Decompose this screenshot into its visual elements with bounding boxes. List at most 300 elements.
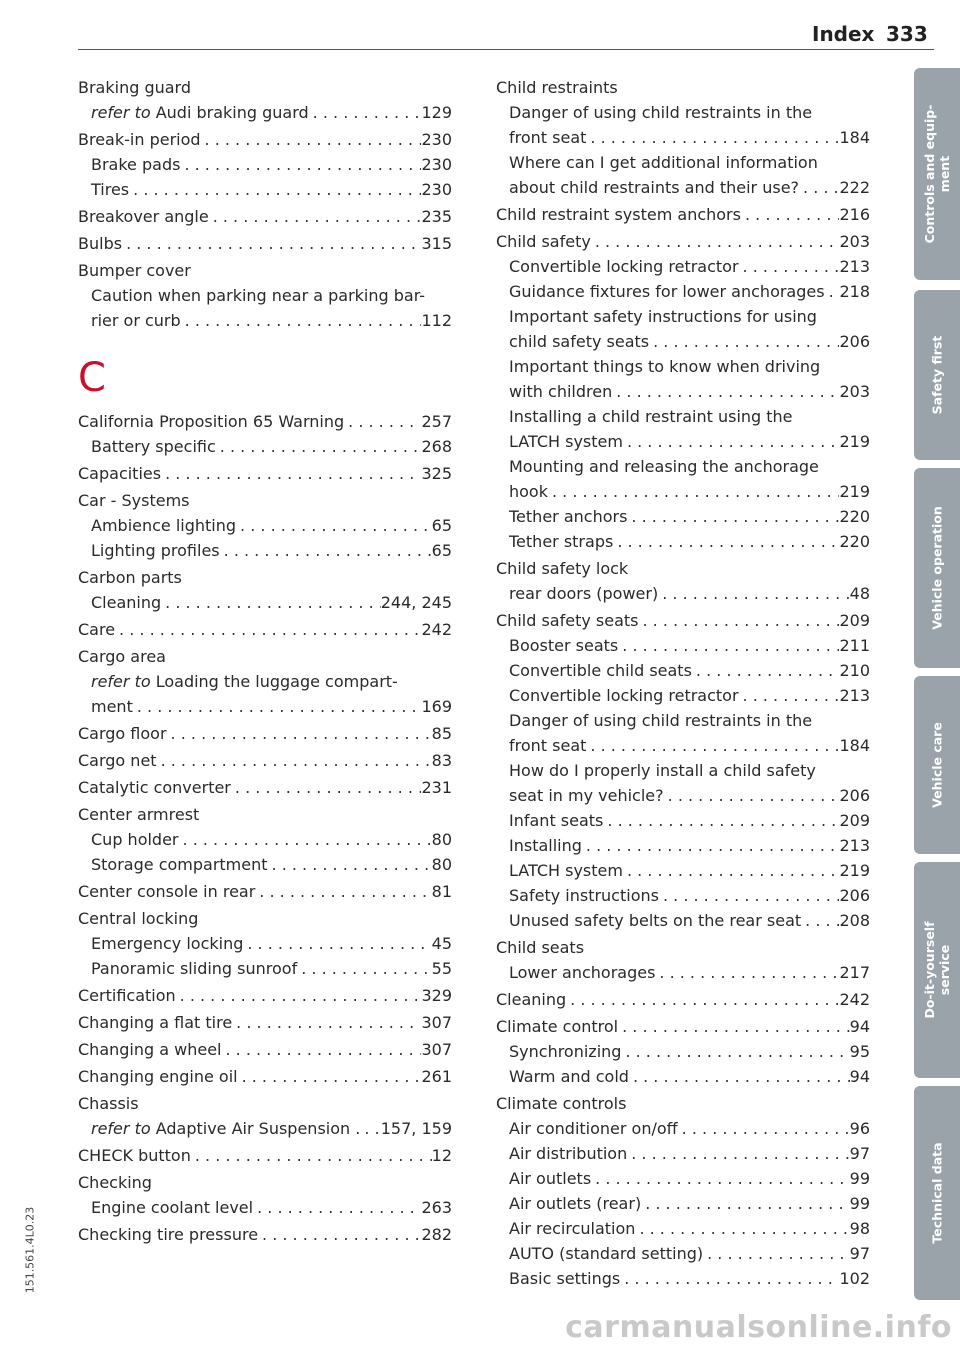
index-term-text: Tether anchors — [509, 507, 628, 526]
index-term — [78, 748, 157, 773]
chapter-tab[interactable] — [914, 862, 960, 1078]
index-term-text: Audi braking guard — [150, 103, 309, 122]
index-entry — [78, 1170, 452, 1195]
index-term — [509, 153, 818, 172]
index-term-text: Child safety seats — [496, 611, 639, 630]
index-term — [509, 1141, 627, 1166]
index-page-ref: 94 — [849, 1017, 870, 1036]
index-term-text: Tires — [91, 180, 130, 199]
index-term-text: Changing a flat tire — [78, 1013, 233, 1032]
dot-leader — [613, 529, 839, 554]
index-term — [78, 1094, 139, 1113]
index-term-text: Mounting and releasing the anchorage — [509, 457, 819, 476]
index-term-text: Air distribution — [509, 1144, 628, 1163]
index-term-text: Caution when parking near a parking bar- — [91, 286, 426, 305]
index-term — [78, 261, 191, 280]
index-term-text: Convertible locking retractor — [509, 257, 739, 276]
index-page-ref: 219 — [839, 861, 870, 880]
index-page-ref: 325 — [421, 464, 452, 483]
index-term — [78, 879, 255, 904]
cross-reference-label: refer to — [91, 103, 151, 122]
index-term-text: Safety instructions — [509, 886, 659, 905]
index-term-text: AUTO (standard setting) — [509, 1244, 704, 1263]
index-page-ref: 220 — [839, 507, 870, 526]
index-page-ref: 97 — [849, 1244, 870, 1263]
dot-leader — [180, 152, 421, 177]
index-entry — [496, 733, 870, 758]
dot-leader — [115, 617, 421, 642]
index-entry — [496, 633, 870, 658]
index-entry — [78, 1116, 452, 1141]
index-term — [91, 513, 236, 538]
index-term-text: Air outlets — [509, 1169, 592, 1188]
index-term-text: rear doors (power) — [509, 584, 659, 603]
index-term — [91, 931, 243, 956]
index-entry — [78, 488, 452, 513]
index-term — [78, 127, 201, 152]
index-term-text: Carbon parts — [78, 568, 182, 587]
index-entry — [496, 1116, 870, 1141]
index-page-ref: 219 — [839, 432, 870, 451]
index-entry — [496, 883, 870, 908]
dot-leader — [603, 808, 839, 833]
index-entry — [78, 694, 452, 719]
dot-leader — [309, 100, 422, 125]
index-term-text: Bulbs — [78, 234, 123, 253]
dot-leader — [741, 202, 839, 227]
cross-reference-label: refer to — [91, 672, 151, 691]
index-entry — [496, 908, 870, 933]
index-entry — [496, 960, 870, 985]
index-term-text: Changing engine oil — [78, 1067, 238, 1086]
index-term — [509, 711, 812, 730]
index-page-ref: 261 — [421, 1067, 452, 1086]
dot-leader — [232, 1010, 421, 1035]
index-entry — [496, 1014, 870, 1039]
chapter-tab[interactable] — [914, 68, 960, 280]
index-entry — [496, 404, 870, 429]
dot-leader — [582, 833, 840, 858]
dot-leader — [649, 329, 839, 354]
index-term — [78, 775, 231, 800]
section-letter-heading: C — [78, 355, 106, 401]
index-term — [78, 1143, 191, 1168]
index-entry — [78, 1037, 452, 1062]
index-term — [509, 457, 819, 476]
index-term-text: Synchronizing — [509, 1042, 622, 1061]
index-term — [509, 733, 586, 758]
index-term — [509, 1216, 635, 1241]
dot-leader — [678, 1116, 850, 1141]
index-term-text: Cleaning — [91, 593, 162, 612]
index-term-text: rier or curb — [91, 311, 181, 330]
dot-leader — [268, 852, 432, 877]
index-page-ref: 329 — [421, 986, 452, 1005]
index-term — [509, 504, 627, 529]
index-term — [91, 694, 133, 719]
dot-leader — [176, 983, 422, 1008]
index-page-ref: 96 — [849, 1119, 870, 1138]
index-entry — [496, 75, 870, 100]
index-entry — [496, 1064, 870, 1089]
dot-leader — [623, 429, 840, 454]
index-page-ref: 231 — [421, 778, 452, 797]
index-term-text: Catalytic converter — [78, 778, 231, 797]
index-term — [509, 808, 603, 833]
index-page-ref: 211 — [839, 636, 870, 655]
index-entry — [496, 279, 870, 304]
index-term — [496, 559, 628, 578]
index-term-text: Child seats — [496, 938, 585, 957]
index-term — [78, 231, 122, 256]
index-term-text: Guidance fixtures for lower anchorages — [509, 282, 825, 301]
index-term — [509, 683, 739, 708]
index-term-text: Certification — [78, 986, 176, 1005]
index-page-ref: 203 — [839, 232, 870, 251]
index-entry — [496, 354, 870, 379]
index-page-ref: 263 — [421, 1198, 452, 1217]
index-entry — [78, 1143, 452, 1168]
index-entry — [78, 644, 452, 669]
page-number: 333 — [886, 22, 928, 46]
index-term — [509, 1266, 620, 1291]
dot-leader — [591, 229, 840, 254]
index-entry — [496, 1166, 870, 1191]
index-entry — [78, 75, 452, 100]
index-entry — [496, 708, 870, 733]
index-entry — [496, 429, 870, 454]
chapter-tab[interactable] — [914, 290, 960, 460]
index-term-text: Cleaning — [496, 990, 567, 1009]
index-term-text: Break-in period — [78, 130, 201, 149]
index-term — [78, 721, 167, 746]
index-page-ref: 80 — [431, 830, 452, 849]
index-term — [509, 960, 655, 985]
index-term-text: Booster seats — [509, 636, 619, 655]
index-term — [91, 434, 216, 459]
index-page-ref: 235 — [421, 207, 452, 226]
running-header-title: Index — [812, 22, 875, 46]
index-term-text: Lower anchorages — [509, 963, 656, 982]
index-entry — [496, 100, 870, 125]
index-term-text: with children — [509, 382, 613, 401]
index-entry — [78, 852, 452, 877]
dot-leader — [586, 733, 839, 758]
index-entry — [496, 1241, 870, 1266]
index-page-ref: 230 — [421, 155, 452, 174]
index-entry — [78, 617, 452, 642]
dot-leader — [635, 1216, 849, 1241]
index-entry — [78, 177, 452, 202]
index-page-ref: 99 — [849, 1194, 870, 1213]
index-term — [496, 229, 591, 254]
index-term — [509, 633, 618, 658]
dot-leader — [129, 177, 421, 202]
index-term-text: Breakover angle — [78, 207, 209, 226]
index-page-ref: 222 — [839, 178, 870, 197]
index-entry — [496, 556, 870, 581]
index-page-ref: 83 — [431, 751, 452, 770]
index-entry — [78, 721, 452, 746]
index-entry — [496, 808, 870, 833]
index-term — [78, 1010, 232, 1035]
index-term-text: hook — [509, 482, 548, 501]
index-term — [509, 329, 649, 354]
index-page-ref: 55 — [431, 959, 452, 978]
watermark-text: carmanualsonline.info — [565, 1310, 952, 1345]
index-term-text: Central locking — [78, 909, 199, 928]
index-term-text: Child safety — [496, 232, 591, 251]
index-page-ref: 213 — [839, 836, 870, 855]
index-page-ref: 97 — [849, 1144, 870, 1163]
index-term — [91, 956, 297, 981]
index-term-text: California Proposition 65 Warning — [78, 412, 345, 431]
index-term-text: Cargo floor — [78, 724, 167, 743]
index-page-ref: 213 — [839, 686, 870, 705]
dot-leader — [122, 231, 421, 256]
dot-leader — [825, 279, 840, 304]
index-page-ref: 307 — [421, 1040, 452, 1059]
index-entry — [78, 956, 452, 981]
index-entry — [496, 254, 870, 279]
index-entry — [78, 1064, 452, 1089]
dot-leader — [201, 127, 422, 152]
index-term-text: Air conditioner on/off — [509, 1119, 678, 1138]
index-entry — [78, 1091, 452, 1116]
index-entry — [496, 935, 870, 960]
index-term-text: Infant seats — [509, 811, 604, 830]
dot-leader — [297, 956, 431, 981]
dot-leader — [157, 748, 432, 773]
index-term — [496, 1094, 626, 1113]
dot-leader — [548, 479, 839, 504]
index-term-text: front seat — [509, 736, 587, 755]
index-term-text: Convertible locking retractor — [509, 686, 739, 705]
index-entry — [78, 802, 452, 827]
index-term — [496, 78, 618, 97]
index-term — [91, 286, 425, 305]
chapter-tab-label: Controls and equip- ment — [922, 104, 952, 244]
index-term — [91, 1195, 253, 1220]
index-entry — [496, 1091, 870, 1116]
index-page-ref: 12 — [431, 1146, 452, 1165]
index-entry — [496, 658, 870, 683]
index-page-ref: 307 — [421, 1013, 452, 1032]
index-entry — [78, 461, 452, 486]
index-page-ref: 216 — [839, 205, 870, 224]
index-term — [509, 761, 816, 780]
index-entry — [78, 258, 452, 283]
index-term-text: Panoramic sliding sunroof — [91, 959, 298, 978]
index-entry — [496, 1141, 870, 1166]
index-entry — [496, 683, 870, 708]
index-term-text: Climate controls — [496, 1094, 627, 1113]
dot-leader — [179, 827, 432, 852]
index-term — [509, 1116, 678, 1141]
index-term-text: seat in my vehicle? — [509, 786, 664, 805]
index-term — [78, 491, 190, 510]
index-page-ref: 217 — [839, 963, 870, 982]
index-term — [78, 1173, 152, 1192]
index-term-text: Important things to know when driving — [509, 357, 821, 376]
index-term-text: Cargo net — [78, 751, 157, 770]
dot-leader — [664, 783, 840, 808]
index-term-text: Capacities — [78, 464, 162, 483]
index-list-c-entries — [78, 409, 452, 1247]
index-page-ref: 282 — [421, 1225, 452, 1244]
index-page-ref: 315 — [421, 234, 452, 253]
dot-leader — [801, 908, 839, 933]
index-term — [509, 529, 613, 554]
chapter-tab[interactable] — [914, 676, 960, 854]
index-term-text: Tether straps — [509, 532, 614, 551]
dot-leader — [566, 987, 839, 1012]
index-term-text: Child restraint system anchors — [496, 205, 741, 224]
index-entry — [496, 504, 870, 529]
index-page-ref: 169 — [421, 697, 452, 716]
index-entry — [496, 1039, 870, 1064]
index-term — [78, 461, 161, 486]
index-entry — [496, 987, 870, 1012]
index-entry — [78, 538, 452, 563]
index-entry — [78, 983, 452, 1008]
index-page-ref: 220 — [839, 532, 870, 551]
index-term — [78, 909, 198, 928]
dot-leader — [231, 775, 422, 800]
index-term — [78, 647, 166, 666]
index-term-text: Checking — [78, 1173, 152, 1192]
index-entry — [78, 308, 452, 333]
index-page-ref: 219 — [839, 482, 870, 501]
chapter-tab[interactable] — [914, 468, 960, 668]
index-term — [509, 279, 825, 304]
dot-leader — [236, 513, 432, 538]
document-code — [20, 1180, 40, 1320]
index-page-ref: 206 — [839, 786, 870, 805]
dot-leader — [360, 1116, 380, 1141]
index-entry — [78, 100, 452, 125]
index-term — [509, 307, 817, 326]
dot-leader — [621, 1039, 849, 1064]
index-entry — [496, 329, 870, 354]
index-term-text: about child restraints and their use? — [509, 178, 800, 197]
index-term — [91, 1116, 360, 1141]
index-term — [496, 202, 741, 227]
index-term — [509, 581, 658, 606]
index-page-ref: 48 — [849, 584, 870, 603]
chapter-tab-label: Do-it-yourself service — [922, 921, 952, 1019]
index-list-child-entries — [496, 75, 870, 1291]
dot-leader — [618, 1014, 850, 1039]
index-term-text: Bumper cover — [78, 261, 191, 280]
chapter-tab-label: Technical data — [929, 1142, 945, 1244]
index-term — [78, 617, 115, 642]
index-column-right — [496, 75, 870, 1291]
index-term-text: front seat — [509, 128, 587, 147]
index-page-ref: 213 — [839, 257, 870, 276]
index-term — [509, 1039, 621, 1064]
dot-leader — [641, 1191, 849, 1216]
index-term-text: Braking guard — [78, 78, 192, 97]
dot-leader — [586, 125, 839, 150]
index-term — [91, 177, 129, 202]
index-entry — [78, 565, 452, 590]
index-page-ref: 218 — [839, 282, 870, 301]
dot-leader — [238, 1064, 422, 1089]
index-entry — [78, 204, 452, 229]
dot-leader — [344, 409, 421, 434]
index-term-text: Danger of using child restraints in the — [509, 103, 813, 122]
index-page-ref: 81 — [431, 882, 452, 901]
index-term — [509, 357, 820, 376]
index-entry — [78, 127, 452, 152]
index-term — [509, 254, 739, 279]
dot-leader — [655, 960, 839, 985]
index-term — [496, 608, 638, 633]
index-term — [509, 1191, 641, 1216]
index-term — [509, 125, 586, 150]
index-page-ref: 65 — [431, 516, 452, 535]
index-page-ref: 80 — [431, 855, 452, 874]
index-entry — [78, 879, 452, 904]
dot-leader — [627, 504, 839, 529]
dot-leader — [167, 721, 432, 746]
dot-leader — [133, 694, 422, 719]
dot-leader — [658, 581, 849, 606]
index-term — [509, 479, 548, 504]
index-term-text: Where can I get additional information — [509, 153, 818, 172]
index-entry — [78, 152, 452, 177]
index-entry — [78, 231, 452, 256]
dot-leader — [703, 1241, 850, 1266]
dot-leader — [692, 658, 840, 683]
chapter-tab[interactable] — [914, 1086, 960, 1300]
index-term — [509, 908, 801, 933]
index-term — [509, 658, 692, 683]
index-term — [91, 152, 180, 177]
index-page-ref: 230 — [421, 130, 452, 149]
index-entry — [496, 529, 870, 554]
index-list-b-entries — [78, 75, 452, 333]
index-page-ref: 184 — [839, 736, 870, 755]
index-entry — [496, 304, 870, 329]
index-entry — [496, 125, 870, 150]
dot-leader — [623, 858, 840, 883]
index-page-ref: 210 — [839, 661, 870, 680]
index-term — [509, 858, 623, 883]
index-term — [91, 538, 220, 563]
dot-leader — [161, 590, 381, 615]
index-term — [78, 204, 209, 229]
index-entry — [496, 1266, 870, 1291]
index-page-ref: 242 — [839, 990, 870, 1009]
index-term — [509, 103, 812, 122]
index-page-ref: 102 — [839, 1269, 870, 1288]
index-term — [78, 1064, 238, 1089]
index-term-text: LATCH system — [509, 432, 623, 451]
index-term-text: Warm and cold — [509, 1067, 629, 1086]
index-page-ref: 157, 159 — [380, 1119, 452, 1138]
cross-reference-label: refer to — [91, 1119, 151, 1138]
index-term-text: Cargo area — [78, 647, 166, 666]
index-term — [509, 1241, 703, 1266]
index-term-text: Cup holder — [91, 830, 179, 849]
index-term-text: Air outlets (rear) — [509, 1194, 642, 1213]
dot-leader — [216, 434, 422, 459]
index-term — [91, 672, 398, 691]
index-page-ref: 112 — [421, 311, 452, 330]
index-entry — [496, 1191, 870, 1216]
